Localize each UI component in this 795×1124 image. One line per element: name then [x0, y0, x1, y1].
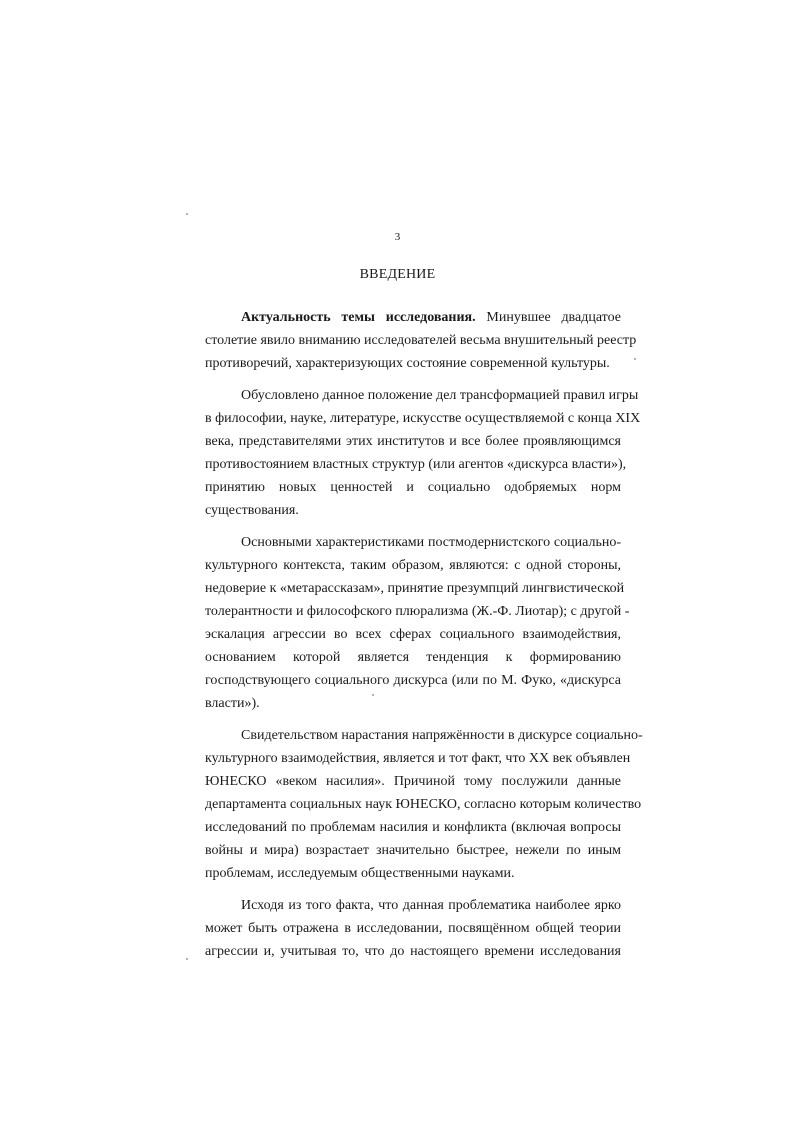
paragraph-line: проблемам, исследуемым общественными науками.: [205, 866, 515, 881]
document-body: [205, 306, 643, 963]
paragraph-line: власти»).: [205, 696, 260, 711]
paragraph-lead: Актуальность темы исследования.: [241, 310, 476, 325]
paragraph-line-text: Минувшее двадцатое: [475, 310, 621, 325]
paragraph-line: основанием которой является тенденция к формированию: [205, 650, 621, 665]
page-number: 3: [394, 231, 401, 243]
paragraph-line: исследований по проблемам насилия и конфликта (включая вопросы: [205, 820, 621, 835]
paragraph-line: господствующего социального дискурса (или по М. Фуко, «дискурса: [205, 673, 621, 688]
paragraph-line: существования.: [205, 503, 299, 518]
scan-speck: [372, 694, 374, 696]
paragraph-5: [205, 894, 621, 963]
paragraph-line: в философии, науке, литературе, искусстве осуществляемой с конца XIX: [205, 411, 641, 426]
scan-speck: [186, 958, 188, 960]
paragraph-line: Свидетельством нарастания напряжённости в дискурсе социально-: [241, 728, 643, 743]
paragraph-line: может быть отражена в исследовании, посвящённом общей теории: [205, 921, 621, 936]
paragraph-3: [205, 531, 630, 715]
paragraph-line: эскалация агрессии во всех сферах социального взаимодействия,: [205, 627, 621, 642]
paragraph-1: [205, 306, 637, 375]
paragraph-line: войны и мира) возрастает значительно быстрее, нежели по иным: [205, 843, 621, 858]
paragraph-line: [205, 306, 621, 329]
paragraph-line: агрессии и, учитывая то, что до настоящего времени исследования: [205, 944, 621, 959]
scan-speck: [634, 358, 636, 360]
paragraph-line: века, представителями этих институтов и все более проявляющимся: [205, 434, 621, 449]
paragraph-line: Основными характеристиками постмодернистского социально-: [241, 535, 621, 550]
paragraph-line: культурного контекста, таким образом, являются: с одной стороны,: [205, 558, 621, 573]
paragraph-line: столетие явило вниманию исследователей весьма внушительный реестр: [205, 333, 637, 348]
paragraph-line: принятию новых ценностей и социально одобряемых норм: [205, 480, 621, 495]
paragraph-2: [205, 384, 641, 522]
paragraph-line: Исходя из того факта, что данная проблематика наиболее ярко: [241, 898, 621, 913]
paragraph-line: противоречий, характеризующих состояние современной культуры.: [205, 356, 610, 371]
scan-speck: [186, 213, 188, 215]
paragraph-4: [205, 724, 643, 885]
paragraph-line: департамента социальных наук ЮНЕСКО, согласно которым количество: [205, 797, 642, 812]
paragraph-line: толерантности и философского плюрализма (Ж.-Ф. Лиотар); с другой -: [205, 604, 630, 619]
paragraph-line: культурного взаимодействия, является и тот факт, что XX век объявлен: [205, 751, 631, 766]
paragraph-line: Обусловлено данное положение дел трансформацией правил игры: [241, 388, 639, 403]
paragraph-line: противостоянием властных структур (или агентов «дискурса власти»),: [205, 457, 627, 472]
paragraph-line: ЮНЕСКО «веком насилия». Причиной тому послужили данные: [205, 774, 621, 789]
paragraph-line: недоверие к «метарассказам», принятие презумпций лингвистической: [205, 581, 625, 596]
page-title: ВВЕДЕНИЕ: [359, 267, 436, 282]
